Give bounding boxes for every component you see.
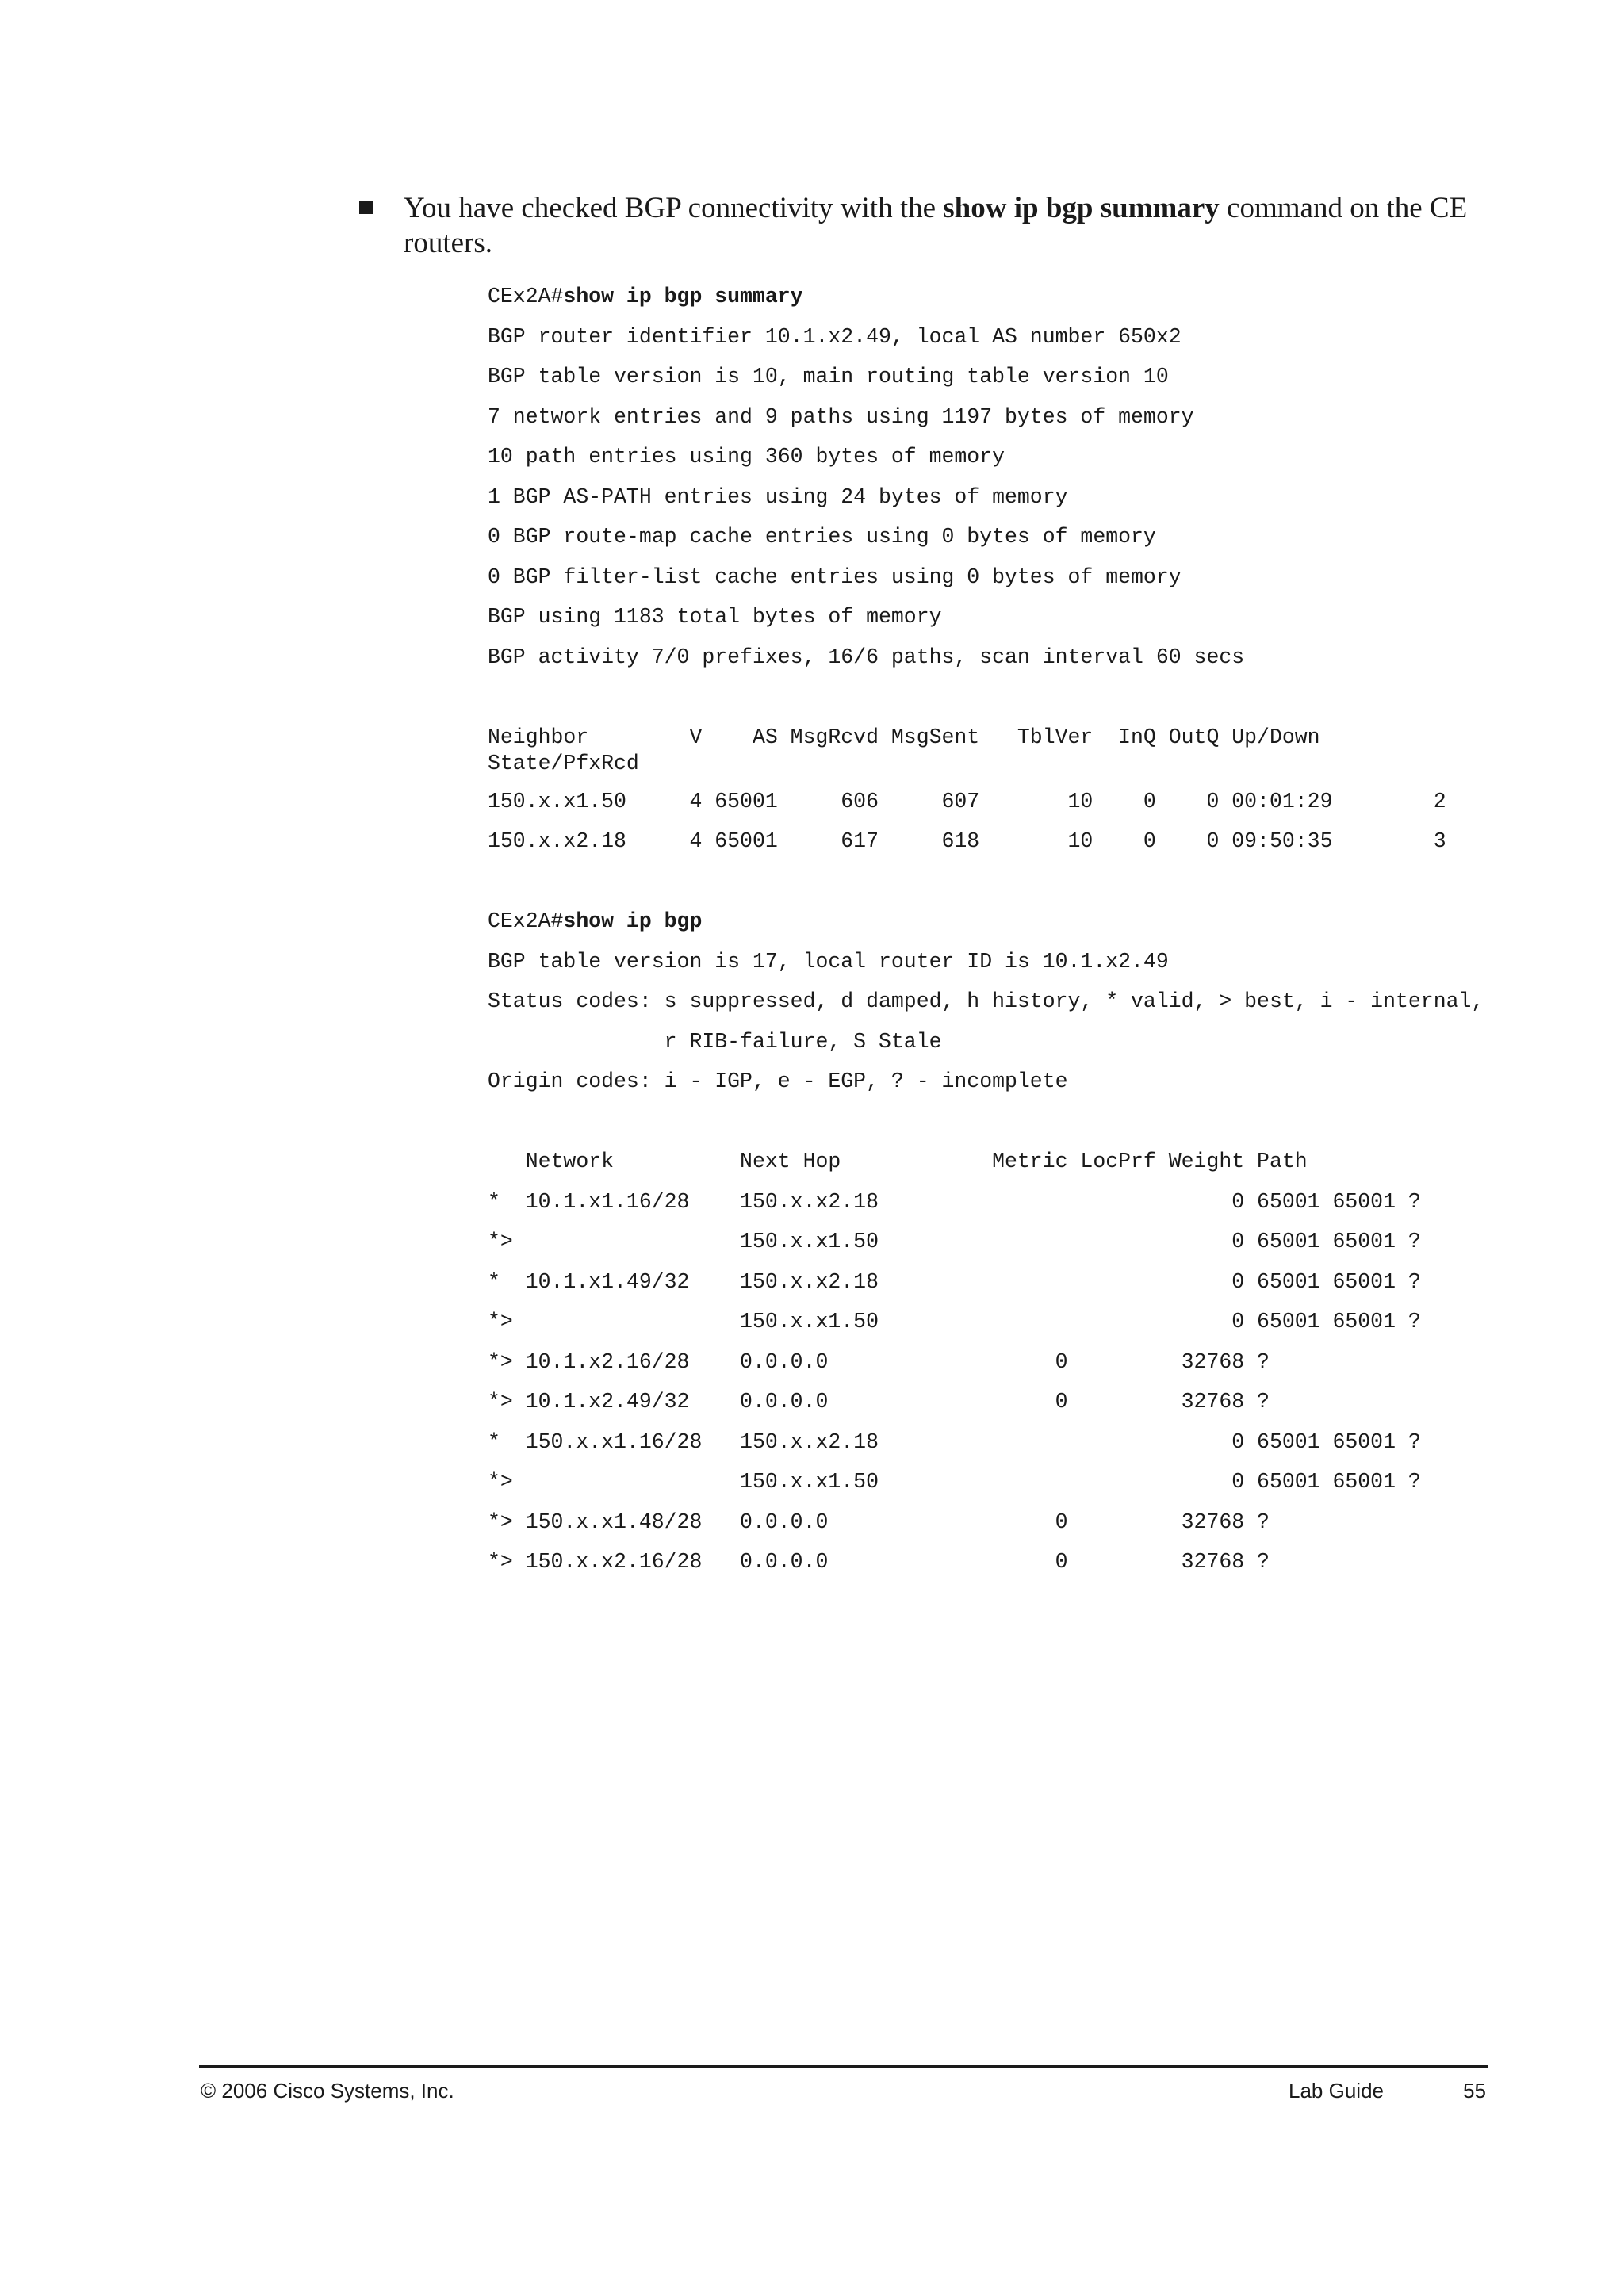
cli-prompt: CEx2A# bbox=[488, 285, 564, 308]
cli-summary-line: BGP using 1183 total bytes of memory bbox=[488, 605, 942, 629]
cli-summary-line: 0 BGP route-map cache entries using 0 bytes of memory bbox=[488, 525, 1156, 549]
bullet-text-before: You have checked BGP connectivity with the bbox=[404, 192, 944, 224]
cli-summary-line: 0 BGP filter-list cache entries using 0 bytes of memory bbox=[488, 564, 1182, 589]
cli-summary-line: 1 BGP AS-PATH entries using 24 bytes of memory bbox=[488, 484, 1068, 509]
bullet-command: show ip bgp summary bbox=[943, 192, 1220, 224]
cli-summary-line: BGP activity 7/0 prefixes, 16/6 paths, scan interval 60 secs bbox=[488, 645, 1245, 669]
cli-command-line bbox=[488, 909, 1484, 949]
footer-copyright: © 2006 Cisco Systems, Inc. bbox=[201, 2079, 454, 2103]
neighbor-table-header bbox=[488, 725, 1484, 789]
route-table-header: Network Next Hop Metric LocPrf Weight Path bbox=[488, 1150, 1308, 1173]
route-row: * 150.x.x1.16/28 150.x.x2.18 0 65001 65001 ? bbox=[488, 1429, 1421, 1454]
route-row: *> 150.x.x1.48/28 0.0.0.0 0 32768 ? bbox=[488, 1510, 1270, 1534]
cli-summary-line: BGP router identifier 10.1.x2.49, local AS number 650x2 bbox=[488, 324, 1182, 349]
route-row: *> 150.x.x1.50 0 65001 65001 ? bbox=[488, 1310, 1421, 1334]
cli-prompt: CEx2A# bbox=[488, 909, 564, 933]
bgp-info-line: r RIB-failure, S Stale bbox=[488, 1029, 942, 1054]
cli-command-line bbox=[488, 284, 1484, 324]
route-row: * 10.1.x1.16/28 150.x.x2.18 0 65001 65001 ? bbox=[488, 1189, 1421, 1214]
footer-divider bbox=[199, 2065, 1488, 2068]
route-row: *> 10.1.x2.16/28 0.0.0.0 0 32768 ? bbox=[488, 1349, 1270, 1374]
blank-line bbox=[488, 684, 1484, 725]
bullet-text bbox=[404, 191, 1498, 261]
route-row: *> 150.x.x1.50 0 65001 65001 ? bbox=[488, 1470, 1421, 1494]
bgp-info-line: Origin codes: i - IGP, e - EGP, ? - incomplete bbox=[488, 1070, 1068, 1093]
route-row: *> 150.x.x1.50 0 65001 65001 ? bbox=[488, 1230, 1421, 1253]
cli-summary-line: 7 network entries and 9 paths using 1197 bytes of memory bbox=[488, 404, 1194, 429]
square-bullet-icon bbox=[359, 201, 373, 214]
footer-guide-label: Lab Guide bbox=[1289, 2079, 1384, 2103]
page-number: 55 bbox=[1463, 2079, 1486, 2103]
blank-line bbox=[488, 1109, 1484, 1150]
route-row: *> 10.1.x2.49/32 0.0.0.0 0 32768 ? bbox=[488, 1390, 1270, 1414]
neighbor-row: 150.x.x2.18 4 65001 617 618 10 0 0 09:50:35 3 bbox=[488, 829, 1446, 853]
cli-summary-line: BGP table version is 10, main routing table version 10 bbox=[488, 365, 1169, 388]
neighbor-header-text: Neighbor V AS MsgRcvd MsgSent TblVer InQ OutQ Up/Down bbox=[488, 725, 1320, 749]
bullet-text-after: command on the CE routers. bbox=[404, 192, 1468, 259]
neighbor-header-wrap: State/PfxRcd bbox=[488, 751, 639, 775]
bgp-info-line: BGP table version is 17, local router ID is 10.1.x2.49 bbox=[488, 949, 1169, 974]
blank-line bbox=[488, 869, 1484, 909]
route-row: *> 150.x.x2.16/28 0.0.0.0 0 32768 ? bbox=[488, 1550, 1270, 1574]
neighbor-row: 150.x.x1.50 4 65001 606 607 10 0 0 00:01:29 2 bbox=[488, 789, 1446, 813]
bgp-info-line: Status codes: s suppressed, d damped, h history, * valid, > best, i - internal, bbox=[488, 989, 1484, 1013]
cli-command: show ip bgp bbox=[563, 909, 703, 933]
cli-output bbox=[488, 284, 1484, 1590]
route-row: * 10.1.x1.49/32 150.x.x2.18 0 65001 65001 ? bbox=[488, 1269, 1421, 1294]
cli-command: show ip bgp summary bbox=[563, 285, 803, 308]
cli-summary-line: 10 path entries using 360 bytes of memory bbox=[488, 445, 1005, 469]
